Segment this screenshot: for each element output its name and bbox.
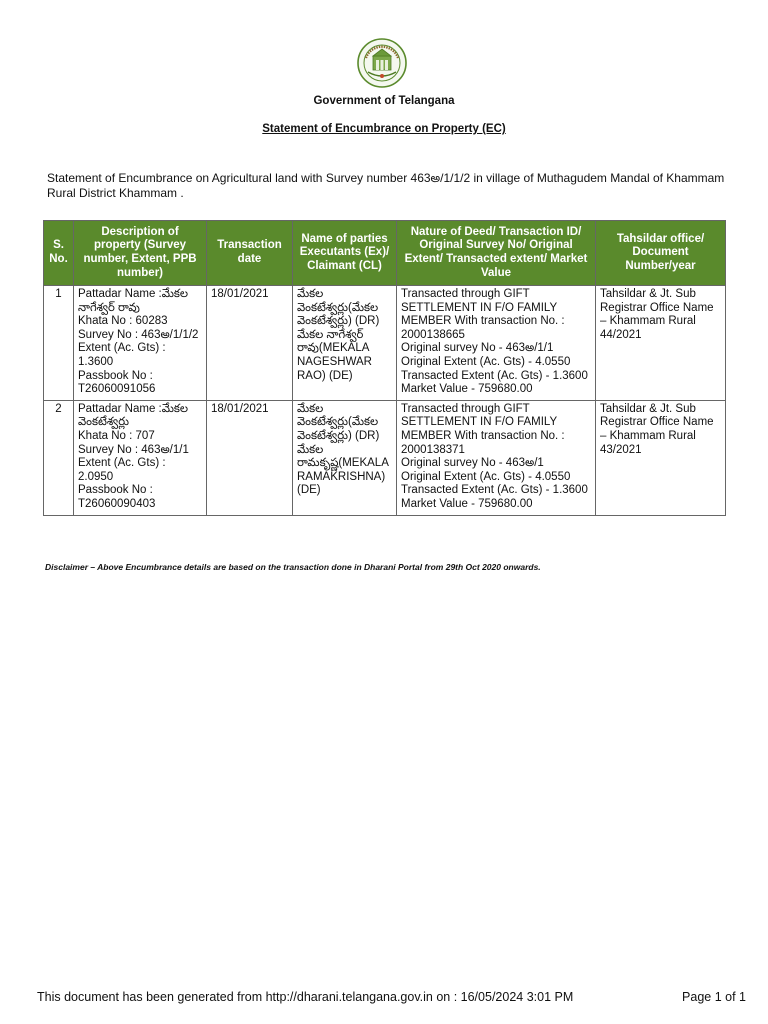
column-header-deed: Nature of Deed/ Transaction ID/ Original Survey No/ Original Extent/ Transacted extent/ Market Value: [397, 221, 596, 286]
market-value: Market Value - 759680.00: [401, 497, 533, 510]
transacted-extent: Transacted Extent (Ac. Gts) - 1.3600: [401, 484, 588, 497]
survey-no: Survey No : 463అ/1/1/2: [78, 328, 199, 341]
intro-paragraph: Statement of Encumbrance on Agricultural land with Survey number 463అ/1/1/2 in village of Muthagudem Mandal of Khammam Rural District Khammam .: [47, 171, 725, 200]
pattadar-name: Pattadar Name :మేకల వెంకటేశ్వర్లు: [78, 402, 189, 429]
cell-sno: 1: [44, 286, 74, 401]
column-header-office: Tahsildar office/ Document Number/year: [596, 221, 726, 286]
passbook-no: Passbook No : T26060091056: [78, 369, 156, 396]
cell-date: 18/01/2021: [207, 400, 293, 515]
page-number: Page 1 of 1: [682, 990, 746, 1004]
cell-office: Tahsildar & Jt. Sub Registrar Office Name – Khammam Rural 43/2021: [596, 400, 726, 515]
cell-date: 18/01/2021: [207, 286, 293, 401]
cell-deed: [397, 286, 596, 401]
table-row: [44, 400, 726, 515]
survey-no: Survey No : 463అ/1/1: [78, 443, 189, 456]
telangana-emblem-icon: [357, 38, 407, 88]
encumbrance-table: [43, 220, 726, 516]
cell-parties: మేకల వెంకటేశ్వర్లు(మేకల వెంకటేశ్వర్లు) (DR) మేకల రామకృష్ణ(MEKALA RAMAKRISHNA) (DE): [293, 400, 397, 515]
transaction-info: Transacted through GIFT SETTLEMENT IN F/O FAMILY MEMBER With transaction No. : 2000138371: [401, 402, 565, 456]
transacted-extent: Transacted Extent (Ac. Gts) - 1.3600: [401, 369, 588, 382]
column-header-date: Transaction date: [207, 221, 293, 286]
column-header-parties: Name of parties Executants (Ex)/ Claimant (CL): [293, 221, 397, 286]
khata-no: Khata No : 60283: [78, 315, 168, 328]
original-survey: Original survey No - 463అ/1/1: [401, 342, 554, 355]
original-extent: Original Extent (Ac. Gts) - 4.0550: [401, 355, 571, 368]
pattadar-name: Pattadar Name :మేకల నాగేశ్వర్ రావు: [78, 288, 189, 314]
footer-generated-note: This document has been generated from http://dharani.telangana.gov.in on : 16/05/2024 3:01 PM: [37, 990, 574, 1004]
cell-parties: మేకల వెంకటేశ్వర్లు(మేకల వెంకటేశ్వర్లు) (DR) మేకల నాగేశ్వర్ రావు(MEKALA NAGESHWAR RAO) (DE): [293, 286, 397, 401]
extent: Extent (Ac. Gts) : 1.3600: [78, 342, 166, 368]
cell-deed: [397, 400, 596, 515]
cell-description: [74, 400, 207, 515]
cell-description: [74, 286, 207, 401]
document-title: Statement of Encumbrance on Property (EC): [262, 123, 506, 135]
cell-office: Tahsildar & Jt. Sub Registrar Office Name – Khammam Rural 44/2021: [596, 286, 726, 401]
table-row: [44, 286, 726, 401]
passbook-no: Passbook No : T26060090403: [78, 484, 156, 510]
market-value: Market Value - 759680.00: [401, 383, 533, 396]
table-header-row: [44, 221, 726, 286]
khata-no: Khata No : 707: [78, 429, 155, 442]
original-survey: Original survey No - 463అ/1: [401, 457, 544, 470]
original-extent: Original Extent (Ac. Gts) - 4.0550: [401, 470, 571, 483]
column-header-sno: S. No.: [44, 221, 74, 286]
disclaimer-text: Disclaimer – Above Encumbrance details are based on the transaction done in Dharani Portal from 29th Oct 2020 onwards.: [45, 562, 541, 572]
transaction-info: Transacted through GIFT SETTLEMENT IN F/O FAMILY MEMBER With transaction No. : 2000138665: [401, 288, 565, 341]
column-header-description: Description of property (Survey number, Extent, PPB number): [74, 221, 207, 286]
cell-sno: 2: [44, 400, 74, 515]
extent: Extent (Ac. Gts) : 2.0950: [78, 457, 166, 483]
government-heading: Government of Telangana: [313, 95, 455, 107]
